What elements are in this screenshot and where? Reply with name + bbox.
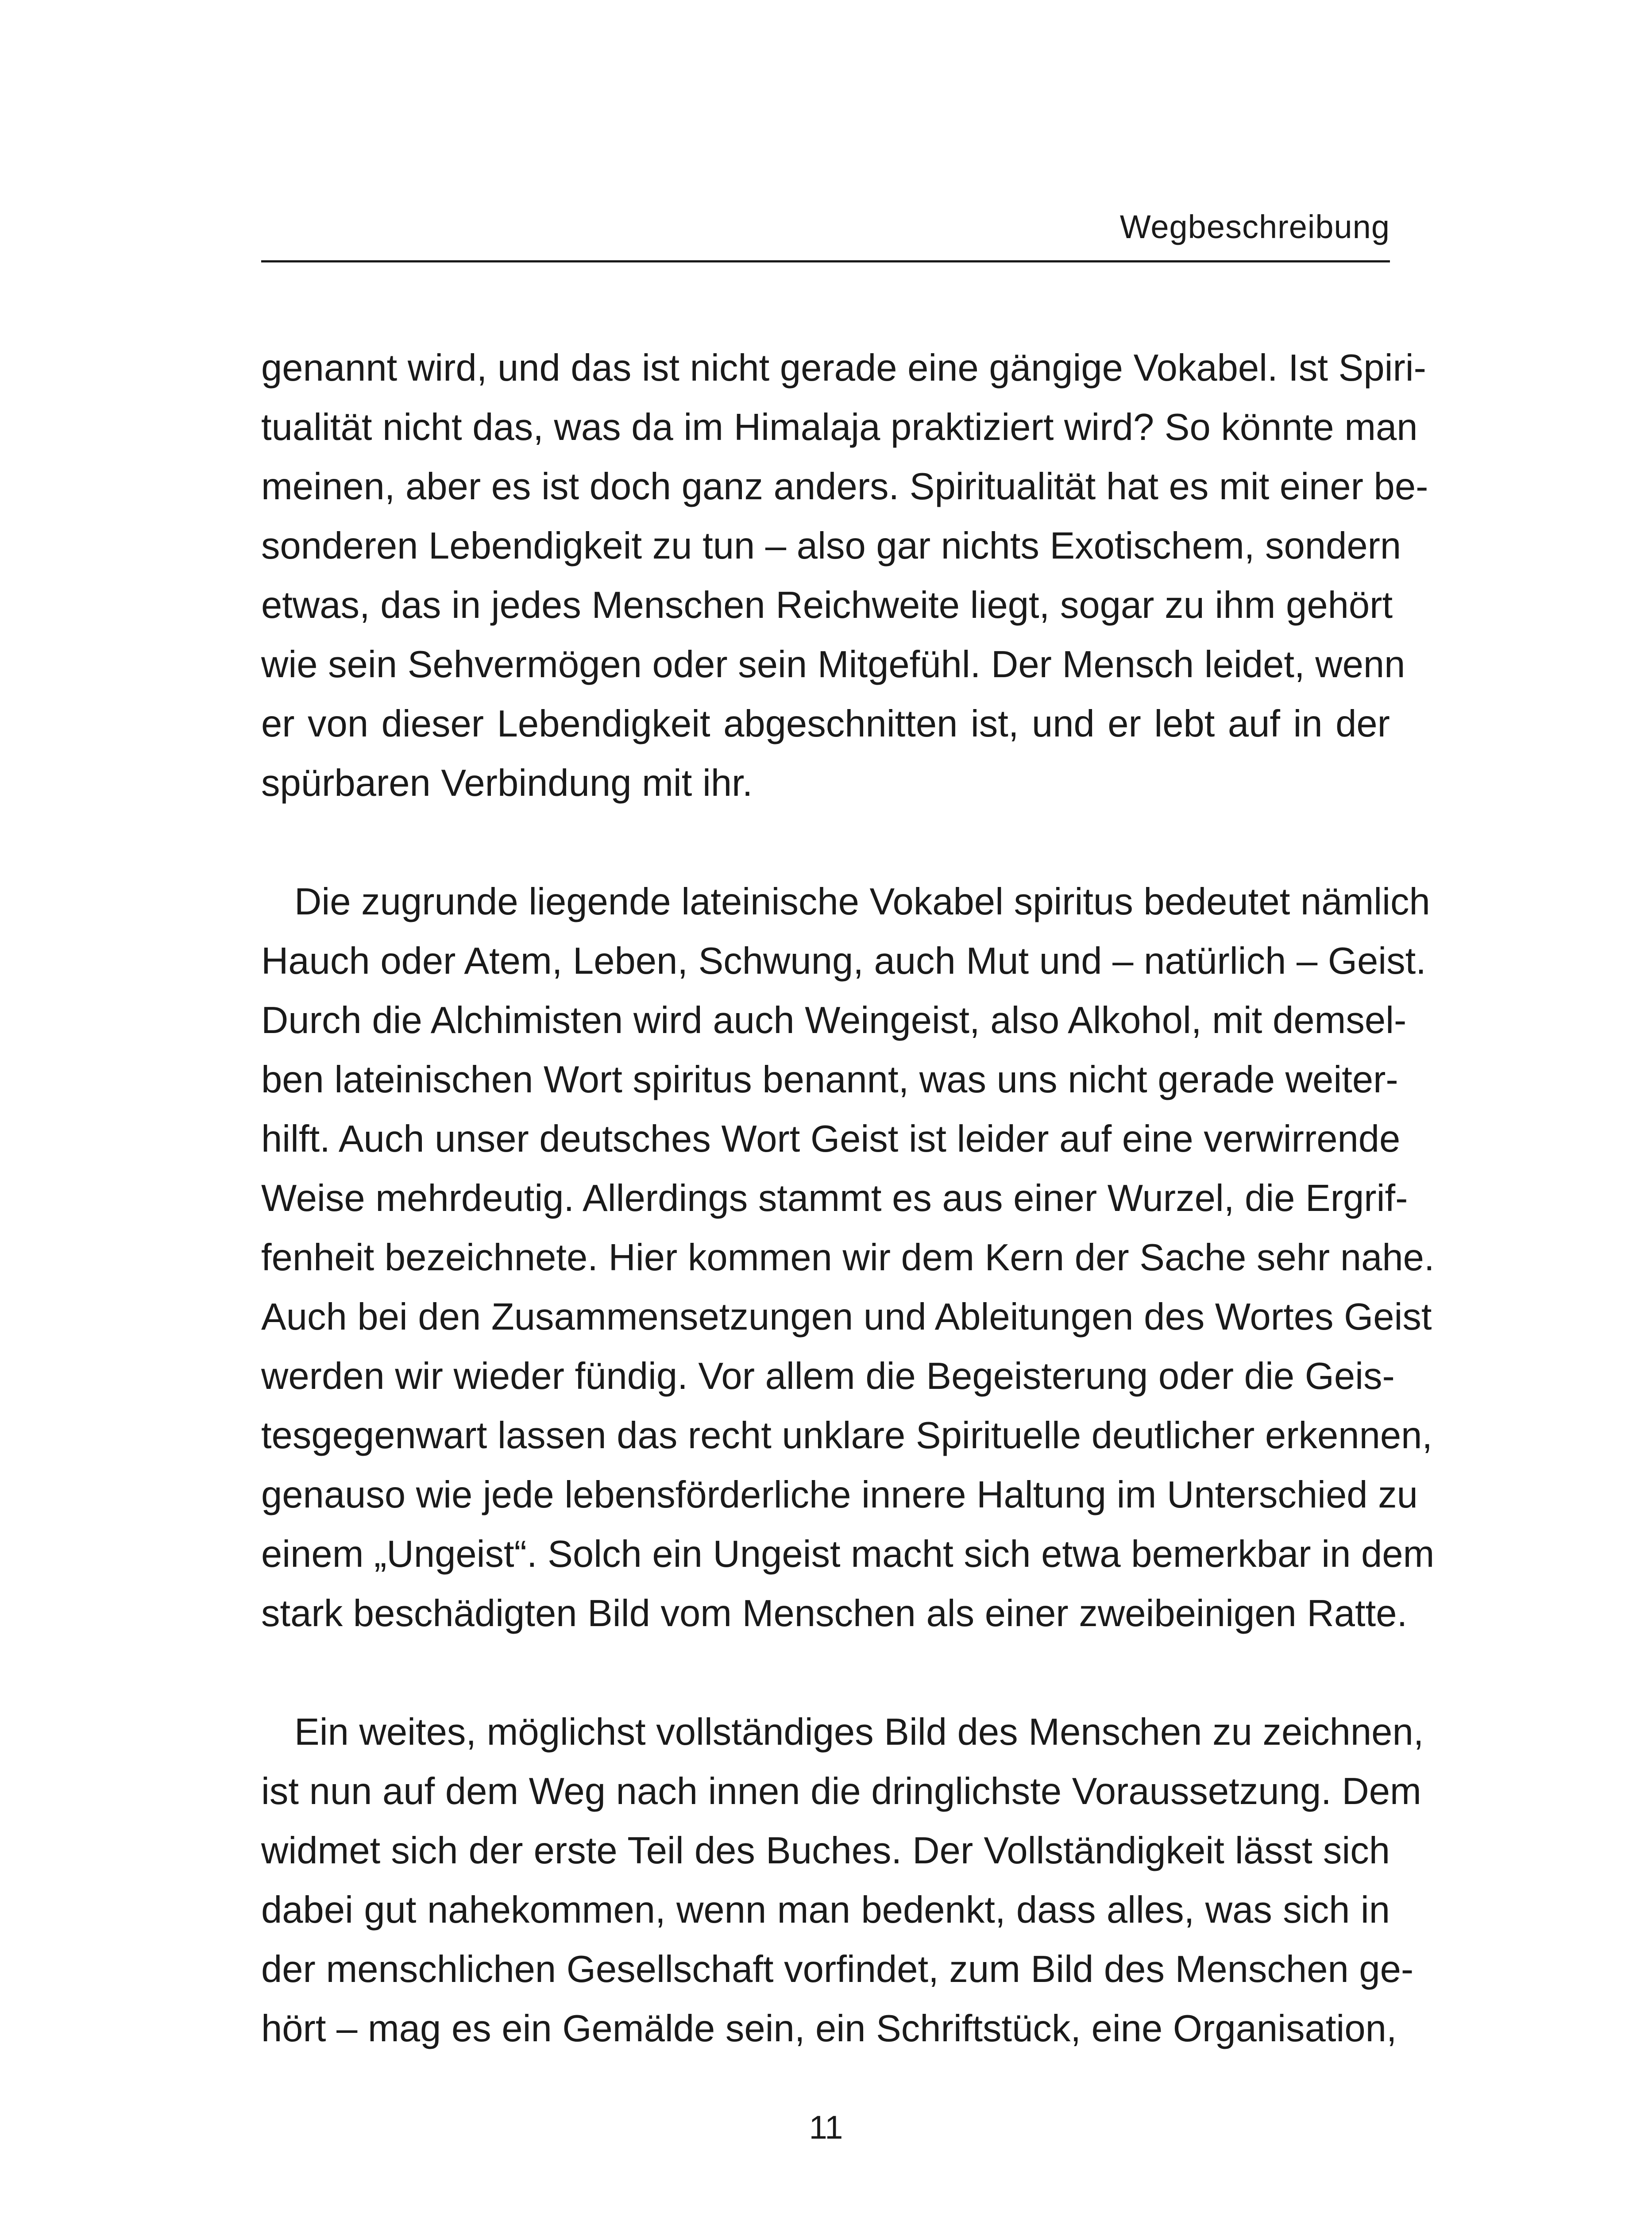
- paragraph-gap: [261, 1643, 1390, 1703]
- text-line: werden wir wieder fündig. Vor allem die Begeisterung oder die Geis-: [261, 1355, 1395, 1397]
- paragraph-2: [261, 872, 1435, 1643]
- header-rule: [261, 260, 1390, 262]
- text-line: Ein weites, möglichst vollständiges Bild des Menschen zu zeichnen,: [294, 1711, 1424, 1753]
- text-line: Auch bei den Zusammensetzungen und Ableitungen des Wortes Geist: [261, 1296, 1432, 1338]
- text-line: dabei gut nahekommen, wenn man bedenkt, dass alles, was sich in: [261, 1889, 1390, 1931]
- paragraph-gap: [261, 813, 1390, 872]
- text-line: wie sein Sehvermögen oder sein Mitgefühl. Der Mensch leidet, wenn: [261, 644, 1405, 686]
- text-line: meinen, aber es ist doch ganz anders. Spiritualität hat es mit einer be-: [261, 466, 1428, 508]
- text-line: widmet sich der erste Teil des Buches. Der Vollständigkeit lässt sich: [261, 1830, 1390, 1872]
- text-line: der menschlichen Gesellschaft vorfindet, zum Bild des Menschen ge-: [261, 1948, 1414, 1990]
- body-text: [261, 339, 1435, 2059]
- text-line: hilft. Auch unser deutsches Wort Geist ist leider auf eine verwirrende: [261, 1118, 1401, 1160]
- text-line: er von dieser Lebendigkeit abgeschnitten ist, und er lebt auf in der: [261, 703, 1390, 745]
- text-line: Weise mehrdeutig. Allerdings stammt es aus einer Wurzel, die Ergrif-: [261, 1177, 1408, 1219]
- text-line: stark beschädigten Bild vom Menschen als einer zweibeinigen Ratte.: [261, 1592, 1408, 1635]
- page-number: 11: [809, 2109, 843, 2146]
- text-line: fenheit bezeichnete. Hier kommen wir dem Kern der Sache sehr nahe.: [261, 1237, 1435, 1279]
- text-line: einem „Ungeist“. Solch ein Ungeist macht sich etwa bemerkbar in dem: [261, 1533, 1435, 1575]
- text-line: ben lateinischen Wort spiritus benannt, was uns nicht gerade weiter-: [261, 1059, 1398, 1101]
- text-line: genauso wie jede lebensförderliche innere Haltung im Unterschied zu: [261, 1474, 1418, 1516]
- text-line: spürbaren Verbindung mit ihr.: [261, 762, 753, 804]
- running-header: Wegbeschreibung: [1119, 208, 1390, 245]
- paragraph-1: [261, 339, 1428, 813]
- paragraph-3: [261, 1703, 1424, 2059]
- text-line: hört – mag es ein Gemälde sein, ein Schriftstück, eine Organisation,: [261, 2008, 1397, 2050]
- text-line: Die zugrunde liegende lateinische Vokabel spiritus bedeutet nämlich: [294, 881, 1430, 923]
- text-line: etwas, das in jedes Menschen Reichweite liegt, sogar zu ihm gehört: [261, 584, 1393, 626]
- text-line: tualität nicht das, was da im Himalaja praktiziert wird? So könnte man: [261, 406, 1418, 448]
- text-line: sonderen Lebendigkeit zu tun – also gar nichts Exotischem, sondern: [261, 525, 1401, 567]
- text-line: Hauch oder Atem, Leben, Schwung, auch Mut und – natürlich – Geist.: [261, 940, 1426, 982]
- text-line: ist nun auf dem Weg nach innen die dringlichste Voraussetzung. Dem: [261, 1770, 1421, 1812]
- text-line: genannt wird, und das ist nicht gerade eine gängige Vokabel. Ist Spiri-: [261, 347, 1426, 389]
- text-line: Durch die Alchimisten wird auch Weingeist, also Alkohol, mit demsel-: [261, 999, 1407, 1041]
- text-line: tesgegenwart lassen das recht unklare Spirituelle deutlicher erkennen,: [261, 1415, 1432, 1457]
